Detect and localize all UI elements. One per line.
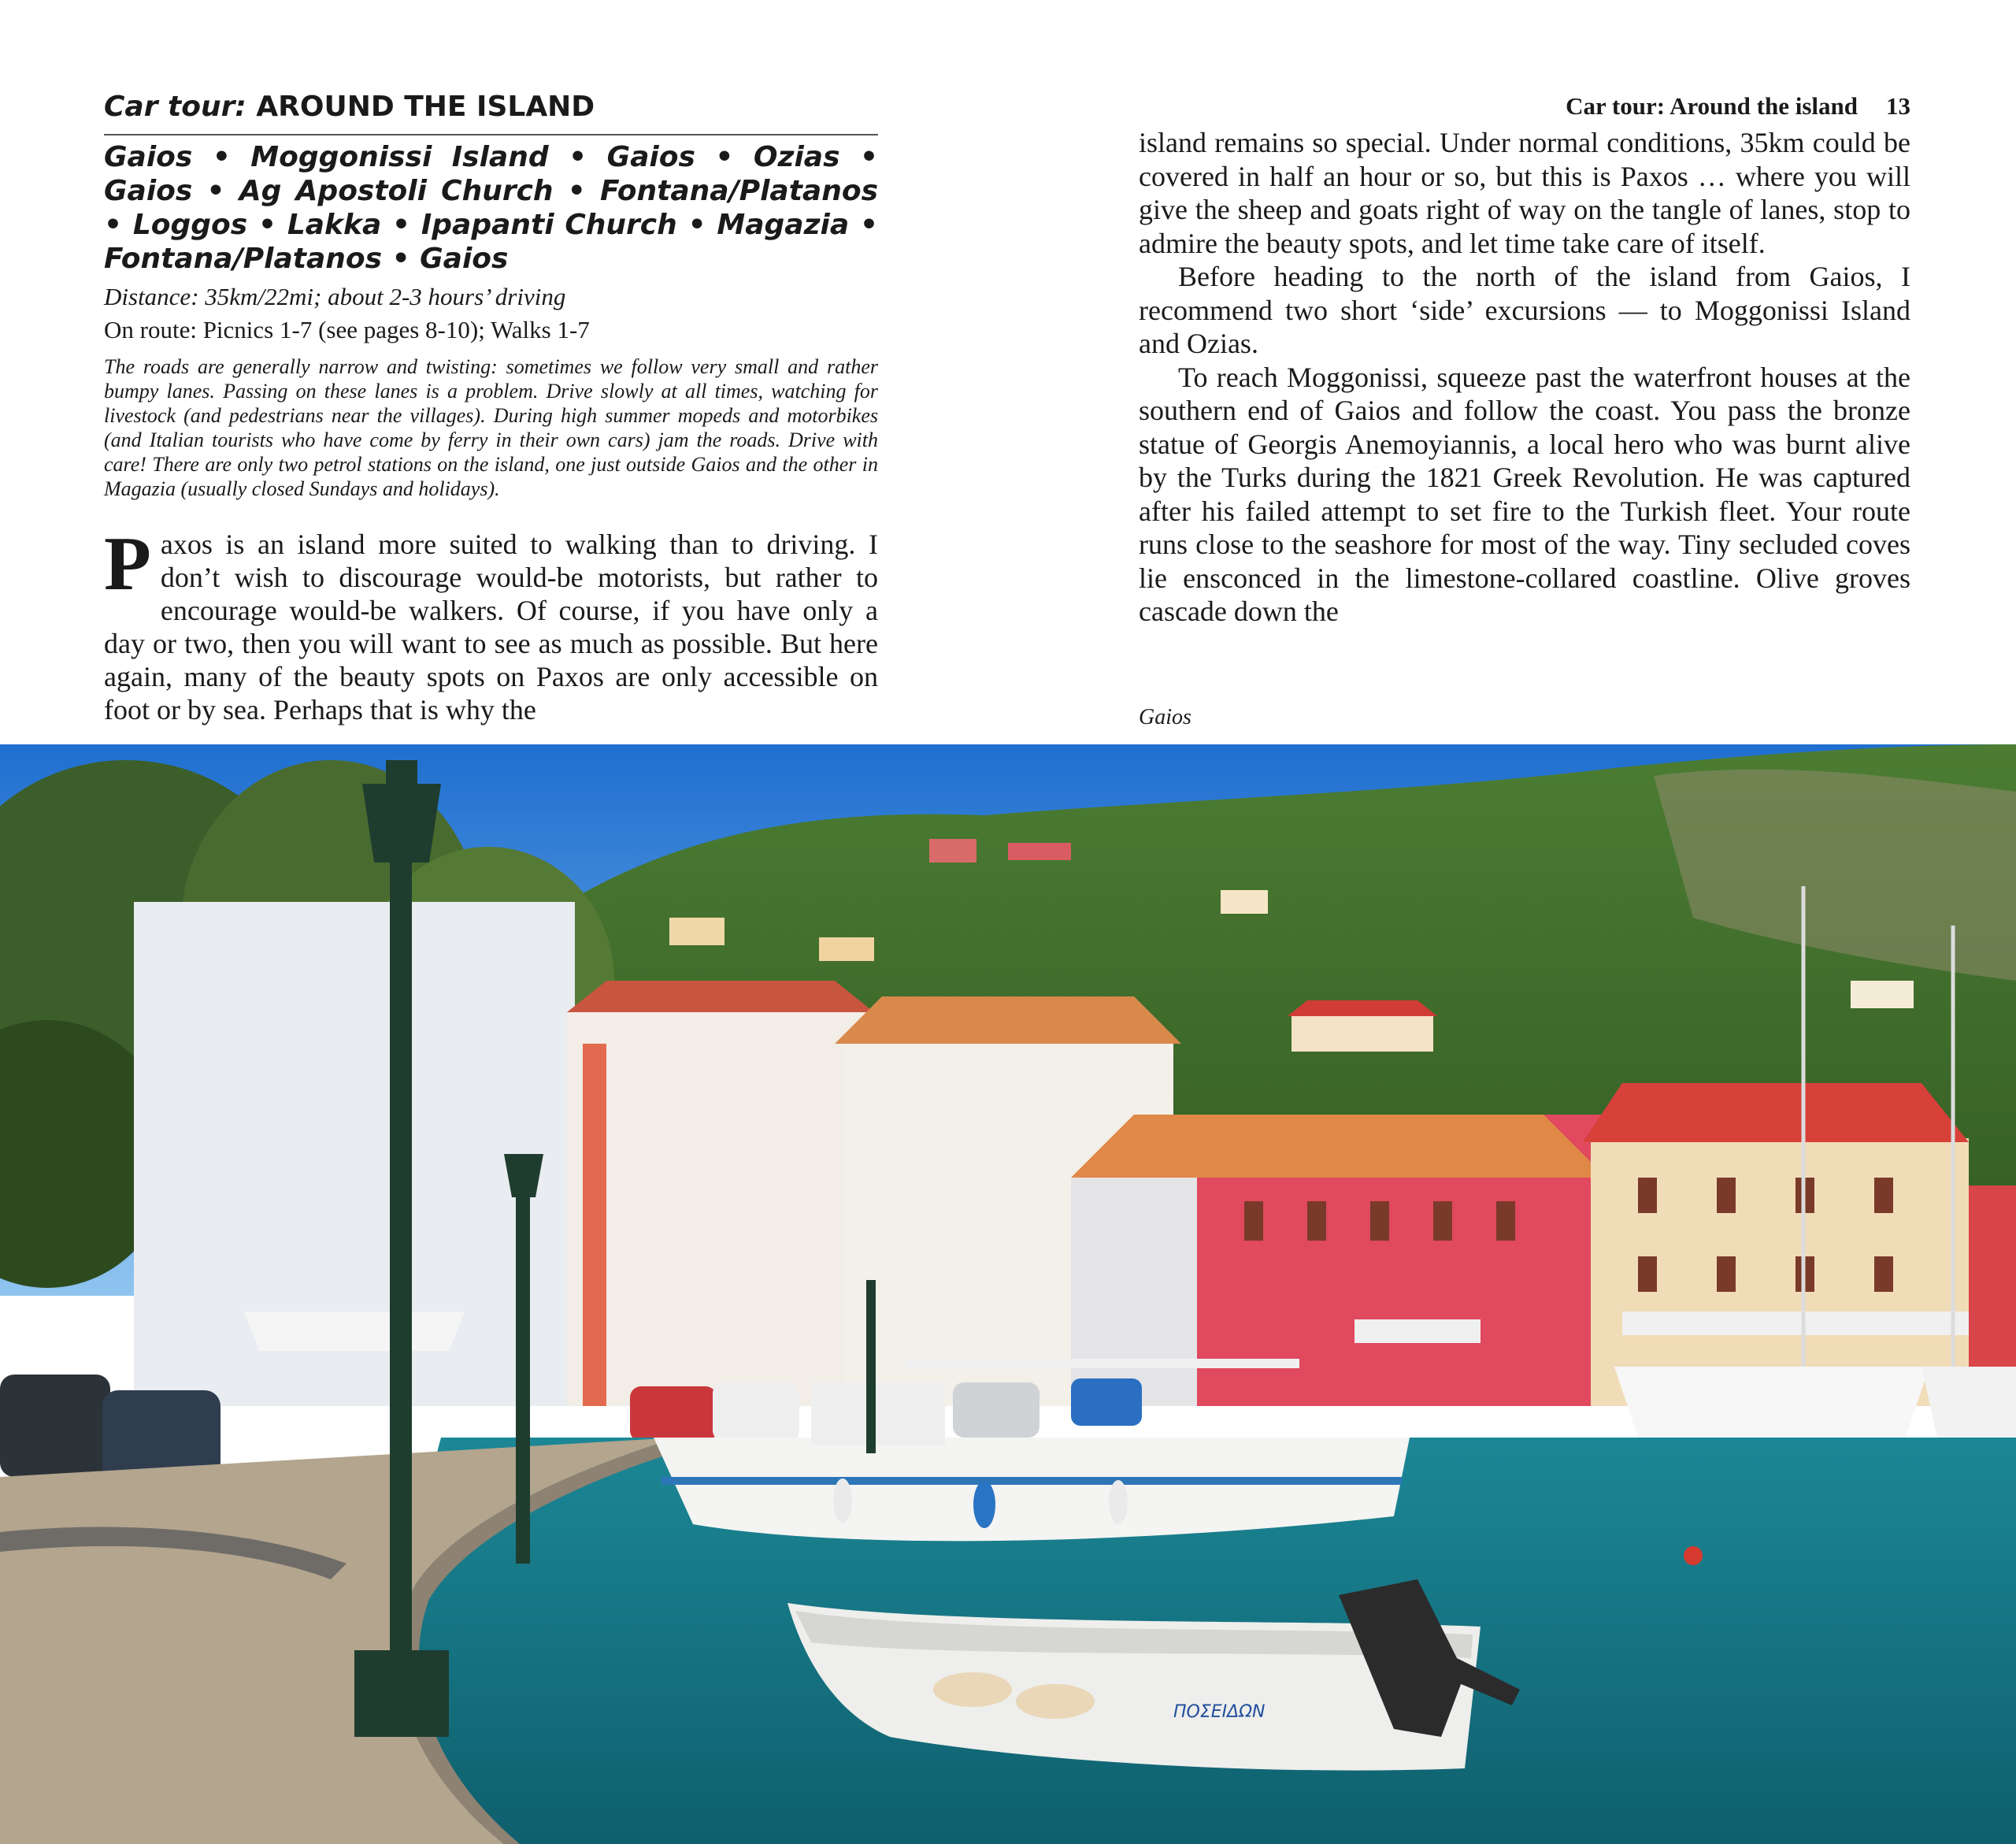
running-head-title: Car tour: Around the island <box>1566 92 1858 120</box>
driving-note: The roads are generally narrow and twisting: sometimes we follow very small and rather bumpy lanes. Passing on these lanes is a problem. Drive slowly at all times, watching for livestock (and pedestrians near the villages). During high summer mopeds and motorbikes (and Italian tourists who have come by ferry in their own cars) jam the roads. Drive with care! There are only two petrol stations on the island, one just outside Gaios and the other in Magazia (usually closed Sundays and holidays). <box>104 355 878 500</box>
photo-caption: Gaios <box>1139 705 1191 729</box>
distance-line: Distance: 35km/22mi; about 2-3 hours’ driving <box>104 283 566 310</box>
intro-paragraph <box>104 521 878 726</box>
tour-title-prefix: Car tour: <box>104 91 246 123</box>
paragraph-1: island remains so special. Under normal conditions, 35km could be covered in half an hour or so, but this is Paxos … where you will give the sheep and goats right of way on the tangle of lanes, stop to admire the beauty spots, and let time take care of itself. <box>1139 127 1910 259</box>
page-number: 13 <box>1886 92 1910 120</box>
tour-title-main: AROUND THE ISLAND <box>256 91 595 123</box>
on-route-line: On route: Picnics 1-7 (see pages 8-10); Walks 1-7 <box>104 316 590 343</box>
left-page <box>104 87 878 726</box>
tour-title <box>104 87 878 128</box>
title-rule <box>104 134 878 135</box>
right-page <box>1139 87 1910 629</box>
harbour-photo <box>0 744 2016 1844</box>
paragraph-3: To reach Moggonissi, squeeze past the waterfront houses at the southern end of Gaios and follow the coast. You pass the bronze statue of Georgis Anemoyiannis, a local hero who was burnt alive by the Turks during the 1821 Greek Revolution. He was captured after his failed attempt to set fire to the Turkish fleet. Your route runs close to the seashore for most of the way. Tiny secluded coves lie ensconced in the limestone-collared coastline. Olive groves cascade down the <box>1139 361 1910 627</box>
running-head <box>1139 87 1910 126</box>
intro-text: axos is an island more suited to walking than to driving. I don’t wish to discourage would-be motorists, but rather to encourage would-be walkers. Of course, if you have only a day or two, then you will want to see as much as possible. But here again, many of the beauty spots on Paxos are only accessible on foot or by sea. Perhaps that is why the <box>104 529 878 725</box>
route-list: Gaios • Moggonissi Island • Gaios • Ozias • Gaios • Ag Apostoli Church • Fontana/Platanos • Loggos • Lakka • Ipapanti Church • Magazia • Fontana/Platanos • Gaios <box>104 141 878 275</box>
red-buoy <box>1684 1546 1703 1565</box>
paragraph-2: Before heading to the north of the island from Gaios, I recommend two short ‘side’ excursions — to Moggonissi Island and Ozias. <box>1139 261 1910 359</box>
boat-name: ΠΟΣΕΙΔΩΝ <box>1173 1702 1266 1722</box>
drop-cap: P <box>104 521 151 607</box>
